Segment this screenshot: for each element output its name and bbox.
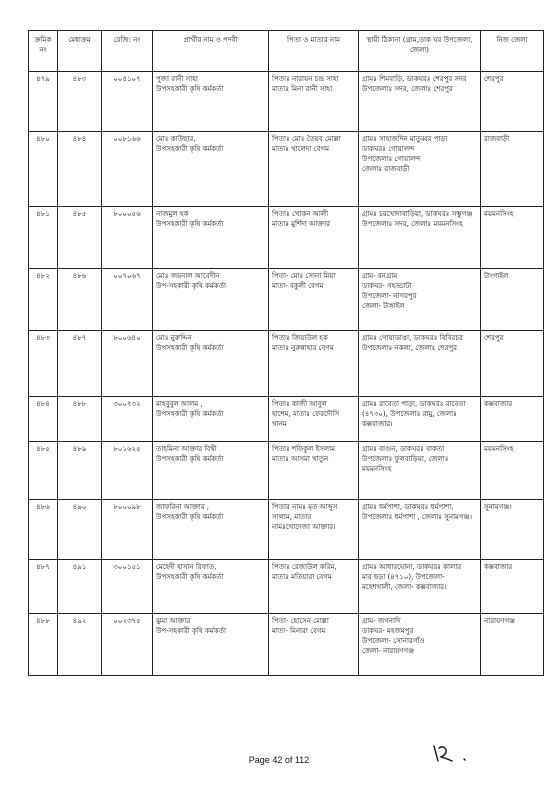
reg-cell: ৩০০১৫১ [102, 560, 153, 614]
name-cell-line: মাহবুবুল আলম , [156, 400, 203, 408]
parents-cell [269, 207, 359, 269]
serial-cell: ৪৮৪ [29, 397, 58, 442]
name-cell [153, 331, 269, 397]
parents-cell-line: সালাম, মাতার [272, 513, 312, 521]
table-row [29, 500, 544, 560]
address-cell-line: উপজেলাঃ ধর্মপাশা , জেলাঃ সুনামগঞ্জ। [362, 513, 473, 521]
district-cell: রাজবাড়ী [481, 132, 544, 207]
name-cell-line: মোঃ নুরুদ্দিন [156, 334, 192, 342]
district-cell: ময়মনসিংহ [481, 207, 544, 269]
serial-cell: ৪৭৯ [29, 72, 58, 132]
district-cell: নারায়ণগঞ্জ [481, 614, 544, 676]
district-cell: কক্সবাজার [481, 397, 544, 442]
address-cell-line: গ্রামঃ ধর্মপাশা, ডাকঘরঃ ধর্মপাশা, [362, 503, 454, 511]
name-cell-line: নাজমুল হক [156, 210, 189, 218]
serial-cell: ৪৮০ [29, 132, 58, 207]
address-cell-line: গ্রামঃ আধারঘোনা, ডাকঘরঃ কালার [362, 563, 462, 571]
parents-cell [269, 331, 359, 397]
parents-cell [269, 500, 359, 560]
parents-cell-line: হাশেম, মাতাঃ ফেরদৌসি [272, 410, 340, 418]
address-cell-line: ডাকঘর- মহজমপুর [362, 627, 414, 635]
address-cell-line: উপজেলা- সোনারগাঁও [362, 637, 425, 645]
parents-cell-line: পিতা- হোসেন মোল্লা [272, 617, 329, 625]
serial-cell: ৪৮৬ [29, 500, 58, 560]
address-cell-line: গ্রামঃ শিমবাড়ি, ডাকঘরঃ শেরপুর সদর [362, 75, 467, 83]
address-cell [359, 614, 481, 676]
address-cell [359, 207, 481, 269]
address-cell-line: মহেশখালী, জেলা- কক্সবাজার। [362, 583, 447, 591]
serial-cell: ৪৮৩ [29, 331, 58, 397]
reg-cell: ৮০১৬২৫ [102, 442, 153, 500]
parents-cell-line: পিতাঃ নারায়ন চন্দ্র সাহা [272, 75, 339, 83]
name-cell [153, 500, 269, 560]
address-cell [359, 132, 481, 207]
name-cell-line: উপ-সহকারী কৃষি কর্মকর্তা [156, 627, 226, 635]
name-cell-line: মোঃ কাউছার, [156, 135, 196, 143]
address-cell-line: মার ছড়া (৪৭১০), উপজেলা- [362, 573, 445, 581]
merit-cell: ৪৯১ [58, 560, 102, 614]
district-cell: টাংগাইল [481, 269, 544, 331]
address-cell-line: ডাকঘরঃ গোয়ালন্দ [362, 145, 415, 153]
name-cell-line: জাফরিনা আক্তার , [156, 503, 209, 511]
address-cell-line: ডাকঘর- গহড্ডাটা [362, 282, 412, 290]
district-cell: সুনামগঞ্জ। [481, 500, 544, 560]
serial-cell: ৪৮৫ [29, 442, 58, 500]
parents-cell-line: পিতাঃ শফিকুল ইসলাম [272, 445, 335, 453]
name-cell [153, 397, 269, 442]
address-cell-line: গ্রাম- জগনাদি [362, 617, 401, 625]
serial-cell: ৪৮৮ [29, 614, 58, 676]
name-cell [153, 442, 269, 500]
address-cell-line: জেলাঃ রাজবাড়ী [362, 165, 410, 173]
address-cell-line: ময়মনসিংহ [362, 465, 392, 473]
parents-cell [269, 132, 359, 207]
name-cell [153, 269, 269, 331]
address-cell-line: উপজেলাঃ গোয়ালন্দ [362, 155, 421, 163]
name-cell-line: মোঃ জয়নাল আবেদীন [156, 272, 220, 280]
address-cell-line: গ্রামঃ সাহাজদিন মাতুব্বর পাড়া [362, 135, 448, 143]
district-cell: শেরপুর [481, 331, 544, 397]
address-cell-line: গ্রামঃ চরখোদাবাড়িয়া, ডাকঘরঃ সম্ভুগঞ্জ [362, 210, 473, 218]
address-cell-line: উপজেলা- নাগরপুর [362, 292, 417, 300]
name-cell-line: উপ-সহকারী কৃষি কর্মকর্তা [156, 282, 226, 290]
parents-cell-line: পিতাঃ জিয়াউল হক [272, 334, 328, 342]
name-cell-line: উপসহকারী কৃষি কর্মকর্তা [156, 513, 224, 521]
table-row [29, 331, 544, 397]
name-cell-line: ঝুমা আক্তার [156, 617, 191, 625]
merit-cell: ৪৯০ [58, 500, 102, 560]
candidate-table [28, 30, 544, 676]
address-cell-line: (৪৭৩০), উপজেলাঃ রামু, জেলাঃ [362, 410, 457, 418]
parents-cell-line: মাতাঃ নুরুন্নাহার বেগম [272, 344, 334, 352]
merit-cell: ৪৮৮ [58, 397, 102, 442]
address-cell-line: উপজেলাঃ নকলা, জেলাঃ শেরপুর [362, 344, 457, 352]
reg-cell: ০০৭০৬৭ [102, 269, 153, 331]
address-cell-line: উপজেলাঃ ফুলবাড়িয়া, জেলাঃ [362, 455, 449, 463]
serial-cell: ৪৮২ [29, 269, 58, 331]
parents-cell-line: পিতাঃ মোঃ তৈয়ব মোল্লা [272, 135, 341, 143]
header-address: স্থায়ী ঠিকানা (গ্রাম,ডাক ঘর উপজেলা, জেলা) [359, 31, 481, 72]
reg-cell: ৮০০০৯৮ [102, 500, 153, 560]
header-parents: পিতা ও মাতার নাম [269, 31, 359, 72]
parents-cell [269, 442, 359, 500]
district-cell: শেরপুর [481, 72, 544, 132]
name-cell [153, 72, 269, 132]
serial-cell: ৪৮১ [29, 207, 58, 269]
reg-cell: ০০২৩৭৫ [102, 614, 153, 676]
signature-mark [430, 742, 474, 764]
merit-cell: ৪৮৭ [58, 331, 102, 397]
address-cell [359, 442, 481, 500]
address-cell-line: গ্রামঃ গোয়াডাঙা, ডাকঘরঃ বিবিরচর [362, 334, 464, 342]
merit-cell: ৪৮৩ [58, 72, 102, 132]
address-cell [359, 331, 481, 397]
address-cell [359, 397, 481, 442]
table-row [29, 269, 544, 331]
merit-cell: ৪৮৯ [58, 442, 102, 500]
page-number: Page 42 of 112 [248, 755, 310, 765]
header-serial: ক্রমিক নং [29, 31, 58, 72]
name-cell-line: উপসহকারী কৃষি কর্মকর্তা [156, 455, 224, 463]
parents-cell [269, 269, 359, 331]
table-row [29, 560, 544, 614]
address-cell-line: কক্সবাজার। [362, 420, 393, 428]
parents-cell-line: পিতাঃ খোকন আলী [272, 210, 329, 218]
name-cell-line: উপসহকারী কৃষি কর্মকর্তা [156, 220, 224, 228]
parents-cell-line: পিতাঃ কাজী আবুল [272, 400, 327, 408]
header-merit: মেধাক্রম [58, 31, 102, 72]
parents-cell [269, 72, 359, 132]
address-cell-line: গ্রাম- বনগ্রাম [362, 272, 398, 280]
parents-cell-line: পিতাঃ রেজাউল করিম, [272, 563, 337, 571]
parents-cell-line: পিতা- মোঃ সোনা মিয়া [272, 272, 336, 280]
table-row [29, 207, 544, 269]
name-cell-line: মেহেদী হাসান রিফাত, [156, 563, 217, 571]
parents-cell-line: মাতাঃ আসমা খাতুন [272, 455, 329, 463]
merit-cell: ৪৮৫ [58, 207, 102, 269]
table-header-row [29, 31, 544, 72]
table-row [29, 442, 544, 500]
district-cell: ময়মনসিংহ [481, 442, 544, 500]
address-cell-line: জেলা- টাঙ্গাইল [362, 302, 405, 310]
reg-cell: ৮০০০৫৬ [102, 207, 153, 269]
header-name: প্রার্থীর নাম ও পদবী [153, 31, 269, 72]
name-cell-line: তাহমিনা আক্তার বিথী [156, 445, 217, 453]
name-cell-line: উপসহকারী কৃষি কর্মকর্তা [156, 573, 224, 581]
district-cell: কক্সবাজার [481, 560, 544, 614]
address-cell-line: গ্রামঃ রাবেতা পাড়া, ডাকঘরঃ রাবেতা [362, 400, 466, 408]
parents-cell [269, 397, 359, 442]
name-cell [153, 207, 269, 269]
serial-cell: ৪৮৭ [29, 560, 58, 614]
merit-cell: ৪৯২ [58, 614, 102, 676]
parents-cell [269, 560, 359, 614]
address-cell [359, 269, 481, 331]
parents-cell-line: মাতাঃ মতিয়ারা বেগম [272, 573, 332, 581]
name-cell-line: উপসহকারী কৃষি কর্মকর্তা [156, 410, 224, 418]
name-cell [153, 132, 269, 207]
table-row [29, 614, 544, 676]
parents-cell-line: খানম [272, 420, 287, 428]
name-cell-line: উপসহকারী কৃষি কর্মকর্তা [156, 344, 224, 352]
header-reg: রেজি: নং [102, 31, 153, 72]
address-cell-line: গ্রামঃ বাগুন, ডাকঘরঃ বাকতা [362, 445, 445, 453]
parents-cell-line: মাতাঃ মিনা রানী সাহা [272, 85, 333, 93]
parents-cell-line: মাতা- মিনারা বেগম [272, 627, 326, 635]
merit-cell: ৪৮৬ [58, 269, 102, 331]
name-cell [153, 560, 269, 614]
address-cell [359, 500, 481, 560]
name-cell-line: পুজা রানী সাহা [156, 75, 198, 83]
parents-cell-line: নামঃখোদেজা আক্তার। [272, 523, 336, 531]
table-row [29, 132, 544, 207]
table-row [29, 72, 544, 132]
reg-cell: ৩০০৭৩২ [102, 397, 153, 442]
address-cell-line: জেলা- নারায়ণগঞ্জ [362, 647, 415, 655]
reg-cell: ০০৮১৬৬ [102, 132, 153, 207]
address-cell-line: উপজেলাঃ সদর, জেলাঃ ময়মনসিংহ [362, 220, 463, 228]
address-cell [359, 560, 481, 614]
parents-cell-line: পিতার নামঃ মৃত আব্দুস [272, 503, 338, 511]
table-row [29, 397, 544, 442]
name-cell-line: উপসহকারী কৃষি কর্মকর্তা [156, 145, 224, 153]
address-cell-line: উপজেলাঃ সদর, জেলাঃ শেরপুর [362, 85, 453, 93]
parents-cell-line: মাতাঃ খালেদা বেগম [272, 145, 329, 153]
address-cell [359, 72, 481, 132]
name-cell-line: উপসহকারী কৃষি কর্মকর্তা [156, 85, 224, 93]
header-district: নিজ জেলা [481, 31, 544, 72]
name-cell [153, 614, 269, 676]
parents-cell [269, 614, 359, 676]
reg-cell: ৮০০৬৪০ [102, 331, 153, 397]
parents-cell-line: মাতা- বকুলী বেগম [272, 282, 324, 290]
parents-cell-line: মাতাঃ মুর্শিদা আক্তার [272, 220, 330, 228]
merit-cell: ৪৮৪ [58, 132, 102, 207]
reg-cell: ০০৪১০৭ [102, 72, 153, 132]
